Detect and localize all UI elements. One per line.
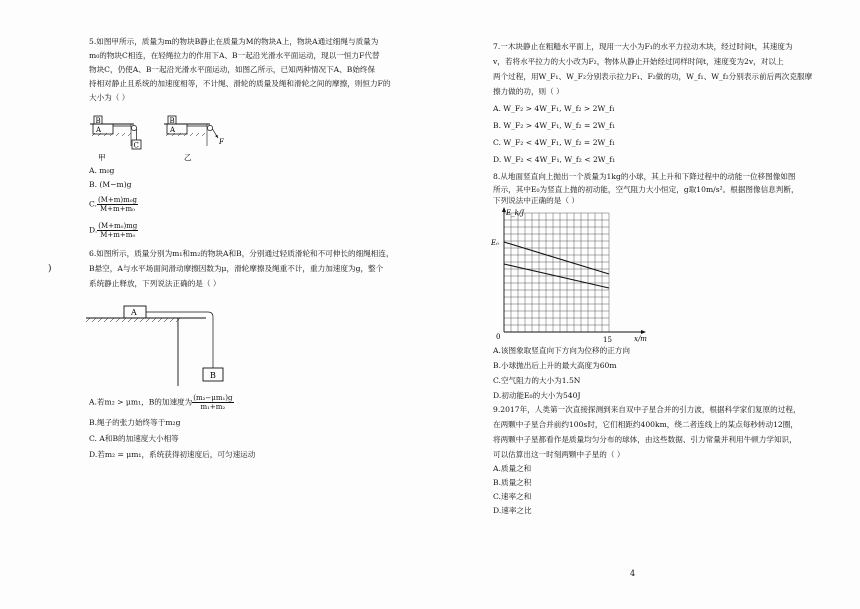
q8-origin-label: 0 <box>496 333 501 341</box>
q6-option-a-prefix: A.若m₂ > μm₁，B的加速度为 <box>89 397 193 407</box>
q5-option-a: A. m₀g <box>89 166 115 175</box>
q7-stem-line-3: 两个过程，用W_F₁、W_F₂分别表示拉力F₁、F₂做的功，W_f₁、W_f₂分别表示前后两次克服摩 <box>493 72 813 81</box>
q6-figure <box>82 300 242 390</box>
q5-fig-yi-b-label: B <box>169 116 175 125</box>
q9-stem-line-4: 可以估算出这一时刻两颗中子星的（ ） <box>493 450 625 459</box>
q9-option-a: A.质量之和 <box>493 464 532 473</box>
q8-ek-x-graph <box>484 205 654 347</box>
q5-fig-yi-label: 乙 <box>184 153 192 162</box>
q8-option-a: A.该图象取竖直向下方向为位移的正方向 <box>493 346 630 355</box>
q9-option-c: C.速率之和 <box>493 492 532 501</box>
q6-option-a <box>89 394 234 411</box>
q8-option-b: B.小球抛出后上升的最大高度为60m <box>493 361 617 370</box>
q6-stem-line-2: B悬空，A与水平场面间滑动摩擦因数为μ，滑轮摩擦及绳重不计，重力加速度为g，整个 <box>89 264 384 273</box>
q5-stem-line-5: 大小为（ ） <box>89 93 130 102</box>
q9-stem-line-3: 将两颗中子星都看作是质量均匀分布的球体，由这些数据、引力常量并利用牛顿力学知识， <box>493 435 797 444</box>
q7-option-d: D. W_F₂ < 4W_F₁, W_f₂ < 2W_f₁ <box>493 155 616 164</box>
q8-graph-grid <box>504 213 609 332</box>
q6-option-c: C. A和B的加速度大小相等 <box>89 434 179 443</box>
q7-stem-line-2: v，若将水平拉力的大小改为F₂，物体从静止开始经过同样时间t，速度变为2v，对以上 <box>493 57 784 66</box>
q5-fig-c-label: C <box>133 141 139 150</box>
q7-stem-line-4: 擦力做的功，则（ ） <box>493 87 564 96</box>
q8-xlabel: x/m <box>634 335 647 343</box>
q9-option-b: B.质量之积 <box>493 478 532 487</box>
q7-option-a: A. W_F₂ > 4W_F₁, W_f₂ > 2W_f₁ <box>493 104 615 113</box>
q9-option-d: D.速率之比 <box>493 506 532 515</box>
q5-option-b: B. (M−m)g <box>89 180 132 189</box>
q6-fig-b-label: B <box>210 371 216 380</box>
q8-x15-label: 15 <box>603 336 612 344</box>
q5-figure <box>84 106 234 164</box>
page-number: 4 <box>630 569 636 578</box>
q5-fig-jia-label: 甲 <box>98 153 106 162</box>
q5-stem-line-3: 物块C，仍使A、B一起沿光滑水平面运动，如图乙所示，已知两种情况下A、B始终保 <box>89 65 376 74</box>
q5-option-d-prefix: D. <box>89 225 98 235</box>
q5-option-d-fraction <box>97 222 138 239</box>
q5-option-d-numerator: (M+m₀)mg <box>98 222 138 230</box>
q7-stem-line-1: 7.一木块静止在粗糙水平面上，现用一大小为F₁的水平力拉动木块，经过时间t，其速度为 <box>493 42 793 51</box>
q6-fig-a-label: A <box>131 308 137 317</box>
q6-stem-line-3: 系统静止释放，下列说法正确的是（ ） <box>89 279 221 288</box>
q6-option-b: B.绳子的张力始终等于m₂g <box>89 418 181 427</box>
q8-option-c: C.空气阻力的大小为1.5N <box>493 376 581 385</box>
q9-stem-line-2: 在两颗中子星合并前约100s时，它们相距约400km，绕二者连线上的某点每秒转动12圈， <box>493 420 798 429</box>
q5-fig-b-label: B <box>95 116 101 125</box>
q5-stem-line-2: m₀的物块C相连，在轻绳拉力的作用下A、B一起沿光滑水平面运动，现以一恒力F代替 <box>89 51 380 60</box>
q8-e0-label: E₀ <box>491 239 499 247</box>
q5-stem-line-1: 5.如图甲所示，质量为m的物块B静止在质量为M的物块A上，物块A通过细绳与质量为 <box>89 37 379 46</box>
q8-stem-line-3: 下列说法中正确的是（ ） <box>493 196 579 205</box>
q8-stem-line-2: 所示，其中E₀为竖直上抛的初动能，空气阻力大小恒定，g取10m/s²。根据图像信息判断， <box>493 185 799 194</box>
q6-stem-line-1: 6.如图所示，质量分别为m₁和m₂的物块A和B，分别通过轻质滑轮和不可伸长的细绳相连， <box>89 249 394 258</box>
q5-option-d-denominator: M+m+m₀ <box>100 231 136 239</box>
q8-line-upper <box>504 242 609 274</box>
q5-option-c-prefix: C. <box>89 199 97 209</box>
q8-option-d: D.初动能E₀的大小为540J <box>493 391 581 400</box>
q7-option-c: C. W_F₂ < 4W_F₁, W_f₂ = 2W_f₁ <box>493 138 615 147</box>
q7-option-b: B. W_F₂ > 4W_F₁, W_f₂ = 2W_f₁ <box>493 121 616 130</box>
q8-ylabel: E_k/J <box>506 209 525 217</box>
q5-option-c-numerator: (M+m)m₀g <box>97 196 138 204</box>
q9-stem-line-1: 9.2017年，人类第一次直接探测到来自双中子星合并的引力波，根据科学家们复原的过程， <box>493 405 801 414</box>
q5-fig-yi-a-label: A <box>170 126 176 134</box>
q6-option-a-denominator: m₁+m₂ <box>200 403 226 411</box>
q8-stem-line-1: 8.从地面竖直向上抛出一个质量为1kg的小球，其上升和下降过程中的动能一位移图像如图 <box>493 172 796 181</box>
q5-option-d <box>89 222 138 239</box>
q5-fig-a-label: A <box>96 126 102 134</box>
q5-option-c-fraction <box>97 196 138 213</box>
margin-mark: ) <box>48 264 52 274</box>
q5-fig-f-label: F <box>219 138 224 146</box>
q6-option-d: D.若m₂ = μm₁，系统获得初速度后，可匀速运动 <box>89 450 256 459</box>
q6-option-a-numerator: (m₂−μm₁)g <box>193 394 233 402</box>
q5-option-c-denominator: M+m+m₀ <box>100 205 135 213</box>
q5-option-c <box>89 196 138 213</box>
q5-stem-line-4: 持相对静止且系统的加速度相等，不计绳、滑轮的质量及绳和滑轮之间的摩擦，则恒力F的 <box>89 79 391 88</box>
q6-option-a-fraction <box>192 394 233 411</box>
